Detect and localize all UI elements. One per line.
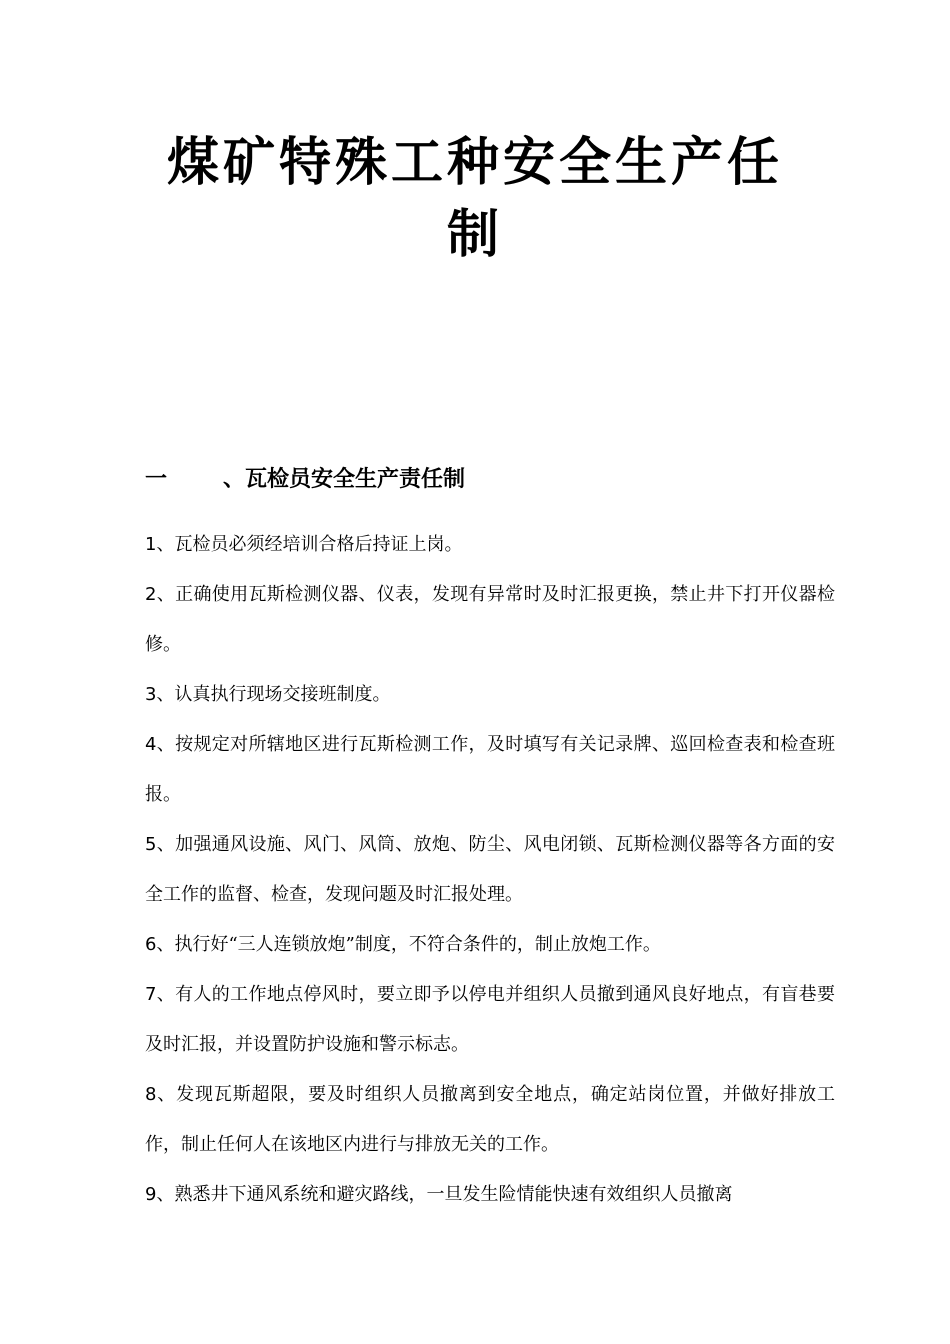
- item-number: 2: [145, 584, 157, 605]
- item-number: 7: [145, 984, 157, 1005]
- item-number: 8: [145, 1084, 157, 1105]
- item-number: 9: [145, 1184, 157, 1205]
- item-text: 、认真执行现场交接班制度。: [156, 684, 391, 705]
- item-number: 5: [145, 834, 157, 855]
- document-title-line-2: 制: [446, 204, 503, 265]
- list-item: [145, 1170, 835, 1220]
- list-item: [145, 520, 835, 570]
- list-item: [145, 820, 835, 920]
- section-number: 一: [145, 467, 168, 492]
- item-text: 、按规定对所辖地区进行瓦斯检测工作，及时填写有关记录牌、巡回检查表和检查班报。: [145, 734, 835, 805]
- item-text: 、发现瓦斯超限，要及时组织人员撤离到安全地点，确定站岗位置，并做好排放工作，制止任何人在该地区内进行与排放无关的工作。: [145, 1084, 835, 1155]
- item-number: 6: [145, 934, 157, 955]
- item-text: 、执行好“三人连锁放炮”制度，不符合条件的，制止放炮工作。: [156, 934, 661, 955]
- item-text: 、正确使用瓦斯检测仪器、仪表，发现有异常时及时汇报更换，禁止井下打开仪器检修。: [145, 584, 835, 655]
- list-item: [145, 1070, 835, 1170]
- item-number: 1: [145, 534, 157, 555]
- item-number: 3: [145, 684, 157, 705]
- list-item: [145, 670, 835, 720]
- list-item: [145, 570, 835, 670]
- list-item: [145, 970, 835, 1070]
- section-title: 、瓦检员安全生产责任制: [223, 467, 466, 492]
- item-number: 4: [145, 734, 157, 755]
- list-item: [145, 920, 835, 970]
- document-body: [145, 520, 835, 1220]
- item-text: 、有人的工作地点停风时，要立即予以停电并组织人员撤到通风良好地点，有盲巷要及时汇报，并设置防护设施和警示标志。: [145, 984, 835, 1055]
- section-heading: [145, 462, 465, 498]
- item-text: 、瓦检员必须经培训合格后持证上岗。: [156, 534, 463, 555]
- item-text: 、熟悉井下通风系统和避灾路线，一旦发生险情能快速有效组织人员撤离: [156, 1184, 733, 1205]
- list-item: [145, 720, 835, 820]
- item-text: 、加强通风设施、风门、风筒、放炮、防尘、风电闭锁、瓦斯检测仪器等各方面的安全工作的监督、检查，发现问题及时汇报处理。: [145, 834, 835, 905]
- document-title-line-1: 煤矿特殊工种安全生产任: [166, 132, 783, 193]
